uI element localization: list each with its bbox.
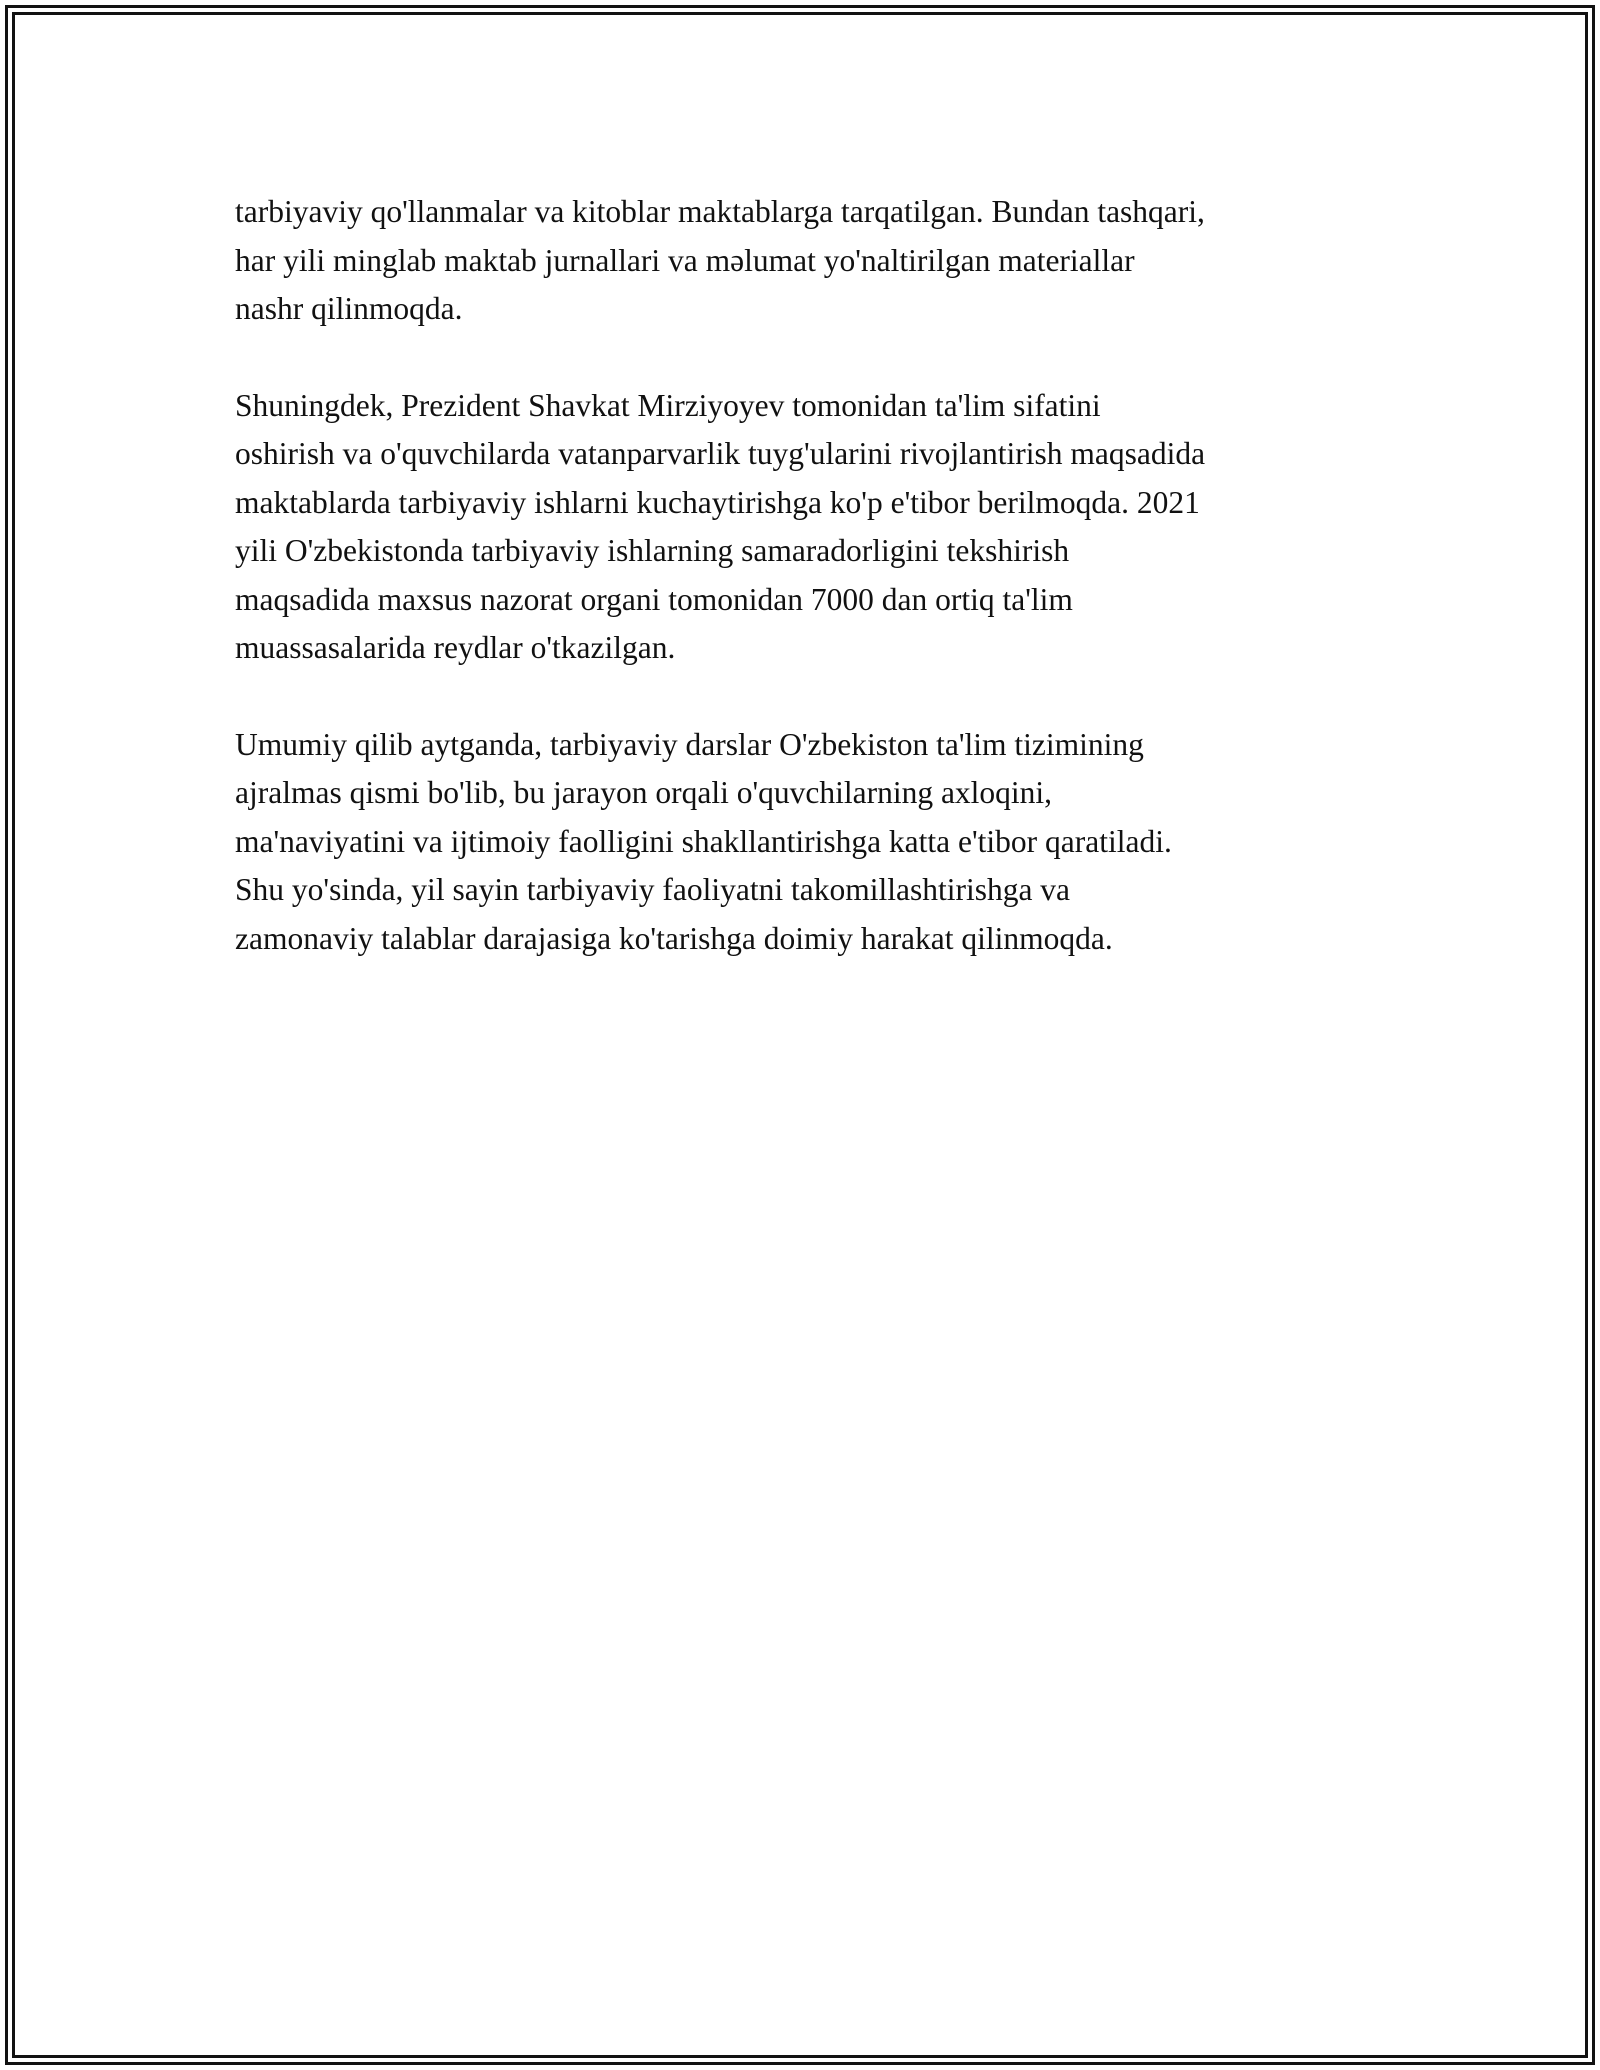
paragraph-3: Umumiy qilib aytganda, tarbiyaviy darslar O'zbekiston ta'lim tizimining ajralmas qismi bo'lib, bu jarayon orqali o'quvchilarning axloqini, ma'naviyatini va ijtimoiy faolligini shakllantirishga katta e'tibor qaratiladi. Shu yo'sinda, yil sayin tarbiyaviy faoliyatni takomillashtirishga va zamonaviy talablar darajasiga ko'tarishga doimiy harakat qilinmoqda. (235, 726, 1172, 956)
paragraph-1: tarbiyaviy qo'llanmalar va kitoblar maktablarga tarqatilgan. Bundan tashqari, har yili minglab maktab jurnallari va məlumat yo'naltirilgan materiallar nashr qilinmoqda. (235, 194, 1205, 326)
document-body (235, 188, 1375, 1011)
paragraph-2: Shuningdek, Prezident Shavkat Mirziyoyev tomonidan ta'lim sifatini oshirish va o'quvchilarda vatanparvarlik tuyg'ularini rivojlantirish maqsadida maktablarda tarbiyaviy ishlarni kuchaytirishga ko'p e'tibor berilmoqda. 2021 yili O'zbekistonda tarbiyaviy ishlarning samaradorligini tekshirish maqsadida maxsus nazorat organi tomonidan 7000 dan ortiq ta'lim muassasalarida reydlar o'tkazilgan. (235, 387, 1206, 665)
